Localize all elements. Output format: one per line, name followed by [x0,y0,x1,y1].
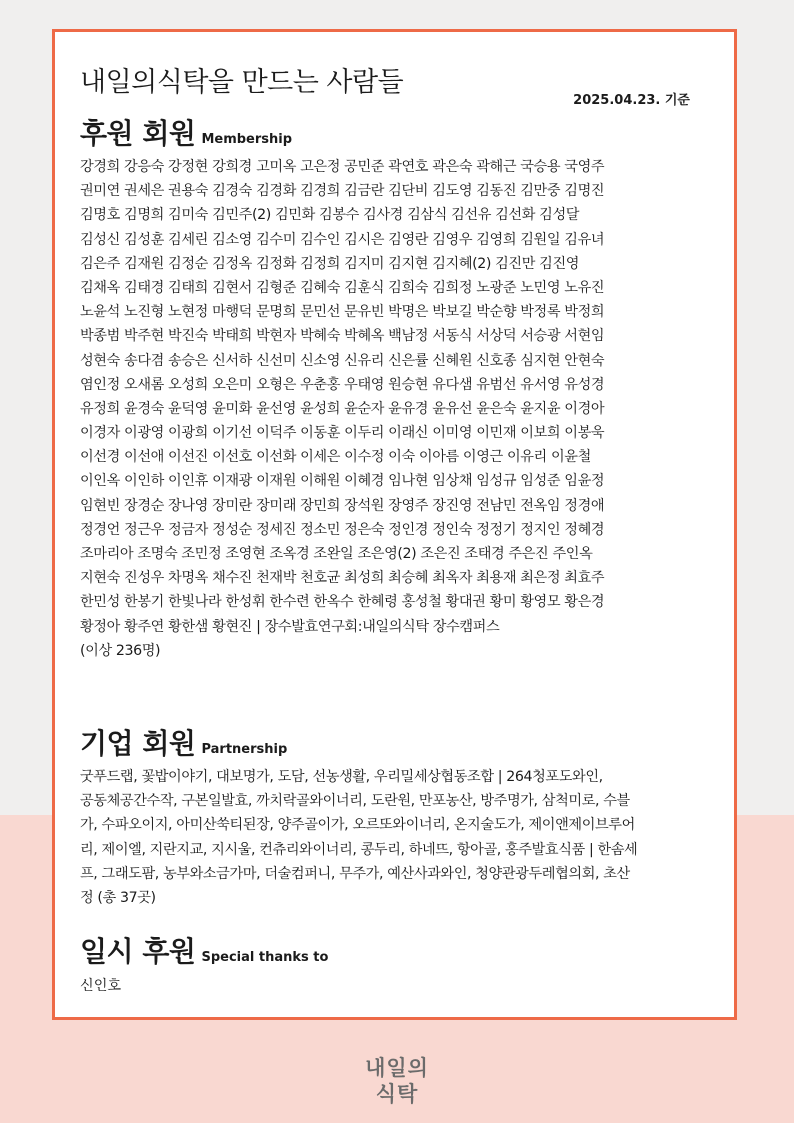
partnership-heading-en: Partnership [201,742,288,757]
member-line: 이선경 이선애 이선진 이선호 이선화 이세은 이수정 이숙 이아름 이영근 이유리 이윤철 [80,449,591,466]
partnership-heading-ko: 기업 회원 [80,727,196,760]
partner-line: 굿푸드랩, 꽃밥이야기, 대보명가, 도담, 선농생활, 우리밀세상협동조합 | 264청포도와인, [80,769,603,785]
membership-heading [80,112,292,152]
partnership-heading [80,722,287,762]
membership-heading-en: Membership [201,132,293,147]
member-line: 조마리아 조명숙 조민정 조영현 조옥경 조완일 조은영(2) 조은진 조태경 주은진 주인옥 [80,546,593,562]
member-line: 지현숙 진성우 차명옥 채수진 천재박 천호균 최성희 최승혜 최옥자 최용재 최은정 최효주 [80,570,605,587]
page-title: 내일의식탁을 만드는 사람들 [80,67,404,98]
member-line: 한민성 한봉기 한빛나라 한성휘 한수련 한옥수 한혜령 홍성철 황대권 황미 황영모 황은경 [80,594,605,611]
partner-line: 가, 수파오이지, 아미산쑥티된장, 양주골이가, 오르또와이너리, 온지술도가, 제이앤제이브루어 [80,817,635,834]
brand-logo [0,1055,794,1107]
partner-line: 리, 제이엘, 지란지교, 지시울, 컨츄리와이너리, 콩두리, 하네뜨, 항아골, 홍주발효식품 | 한솜세 [80,841,638,858]
member-line: 황정아 황주연 황한샘 황현진 | 장수발효연구회:내일의식탁 장수캠퍼스 [80,618,500,635]
partner-line: 정 (총 37곳) [80,889,156,906]
member-line: 임현빈 장경순 장나영 장미란 장미래 장민희 장석원 장영주 장진영 전남민 전옥임 정경애 [80,497,605,514]
partner-line: 공동체공간수작, 구본일발효, 까치락골와이너리, 도란원, 만포농산, 방주명가, 삼척미로, 수블 [80,793,630,810]
logo-line-1: 내일의 [365,1056,429,1080]
member-line: 강경희 강응숙 강정현 강희경 고미옥 고은정 공민준 곽연호 곽은숙 곽해근 국승용 국영주 [80,159,605,175]
special-thanks-heading-en: Special thanks to [201,950,329,965]
membership-list [80,155,720,663]
member-line: 노윤석 노진형 노현정 마행덕 문명희 문민선 문유빈 박명은 박보길 박순향 박정록 박정희 [80,304,605,321]
member-line: 김채옥 김태경 김태희 김현서 김형준 김혜숙 김훈식 김희숙 김희정 노광준 노민영 노유진 [80,279,605,296]
member-line: 권미연 권세은 권용숙 김경숙 김경화 김경희 김금란 김단비 김도영 김동진 김만중 김명진 [80,183,605,200]
member-line: 김명호 김명희 김미숙 김민주(2) 김민화 김봉수 김사경 김삼식 김선유 김선화 김성달 [80,207,580,224]
partner-line: 프, 그래도팜, 농부와소금가마, 더술컴퍼니, 무주가, 예산사과와인, 청양관광두레협의회, 초산 [80,865,630,882]
member-line: 염인정 오새롬 오성희 오은미 오형은 우춘홍 우태영 원승현 유다샘 유범선 유서영 유성경 [80,376,605,393]
membership-heading-ko: 후원 회원 [80,117,196,150]
special-thanks-heading [80,930,328,970]
member-line: 이경자 이광영 이광희 이기선 이덕주 이동훈 이두리 이래신 이미영 이민재 이보희 이봉욱 [80,425,605,442]
member-line: 김은주 김재원 김정순 김정옥 김정화 김정희 김지미 김지현 김지혜(2) 김진만 김진영 [80,255,580,272]
member-line: 유정희 윤경숙 윤덕영 윤미화 윤선영 윤성희 윤순자 윤유경 윤유선 윤은숙 윤지윤 이경아 [80,400,605,417]
supporters-card [52,29,737,1020]
member-line: 박종범 박주현 박진숙 박태희 박현자 박혜숙 박혜옥 백남정 서동식 서상덕 서승광 서현임 [80,328,605,345]
member-line: 성현숙 송다겸 송승은 신서하 신선미 신소영 신유리 신은률 신혜원 신호종 심지현 안현숙 [80,352,605,369]
partnership-list [80,765,720,910]
member-line: 이인옥 이인하 이인휴 이재광 이재원 이해원 이혜경 임나현 임상채 임성규 임성준 임윤정 [80,473,605,490]
member-line: 김성신 김성훈 김세린 김소영 김수미 김수인 김시은 김영란 김영우 김영희 김원일 김유녀 [80,231,605,248]
member-count: (이상 236명) [80,642,161,659]
special-thanks-heading-ko: 일시 후원 [80,935,196,968]
reference-date: 2025.04.23. 기준 [573,93,690,108]
logo-line-2: 식탁 [375,1082,419,1106]
special-thanks-names: 신인호 [80,978,122,994]
member-line: 정경언 정근우 정금자 정성순 정세진 정소민 정은숙 정인경 정인숙 정정기 정지인 정혜경 [80,521,605,538]
